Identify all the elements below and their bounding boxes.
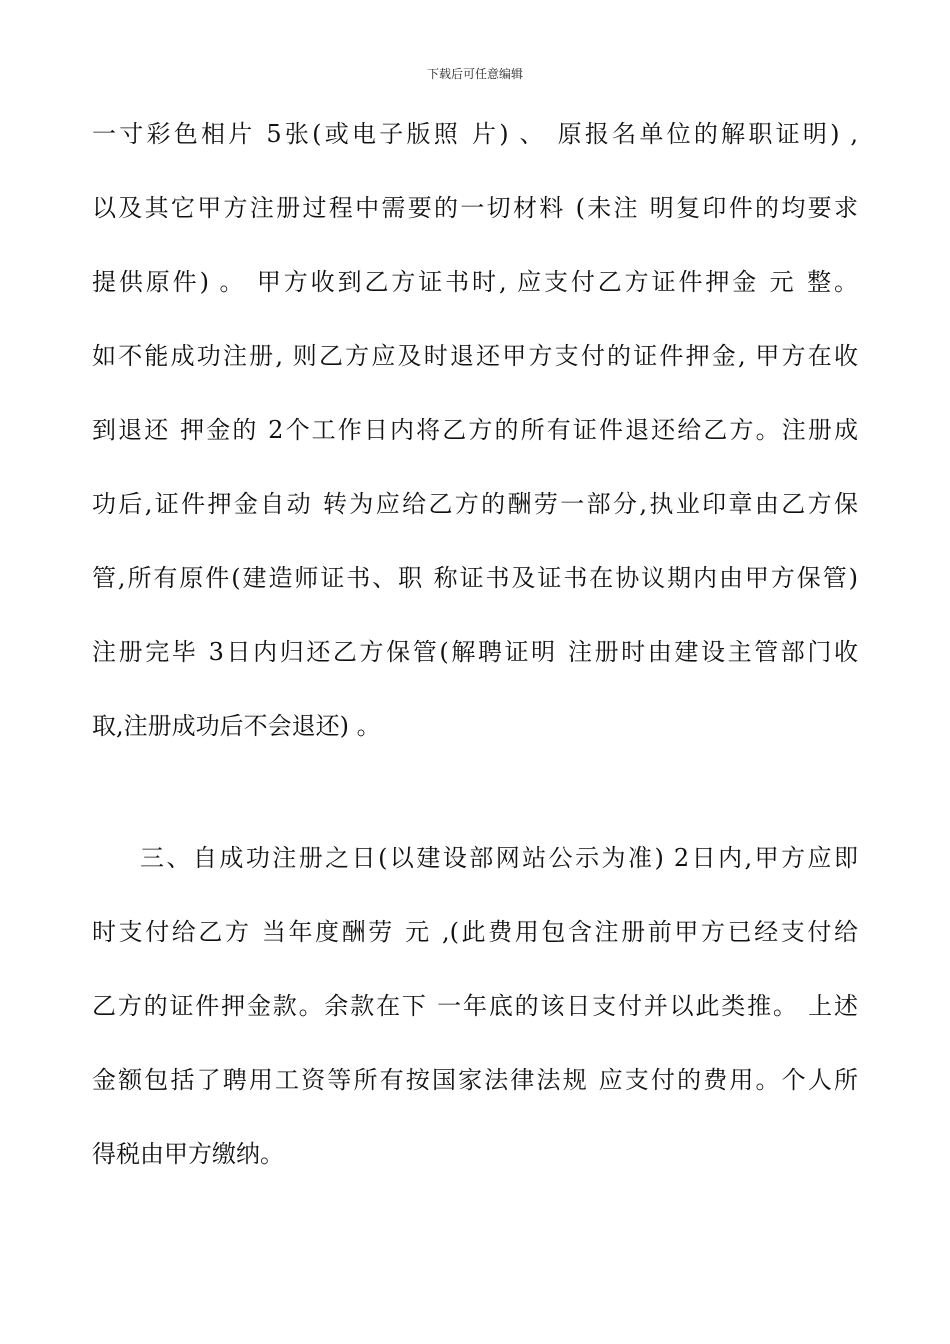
text-line: 提供原件) 。 甲方收到乙方证书时, 应支付乙方证件押金 元 整。 — [92, 268, 858, 296]
text-line: 管,所有原件(建造师证书、职 称证书及证书在协议期内由甲方保管) — [92, 564, 858, 592]
text-line: 取,注册成功后不会退还) 。 — [92, 712, 381, 740]
text-line: 乙方的证件押金款。余款在下 一年底的该日支付并以此类推。 上述 — [92, 992, 858, 1020]
text-line: 注册完毕 3日内归还乙方保管(解聘证明 注册时由建设主管部门收 — [92, 638, 858, 666]
text-line: 如不能成功注册, 则乙方应及时退还甲方支付的证件押金, 甲方在收 — [92, 342, 858, 370]
page-header: 下载后可任意编辑 — [426, 67, 523, 81]
text-line: 得税由甲方缴纳。 — [92, 1140, 284, 1168]
text-line: 一寸彩色相片 5张(或电子版照 片) 、 原报名单位的解职证明) , — [92, 120, 858, 148]
text-line: 金额包括了聘用工资等所有按国家法律法规 应支付的费用。个人所 — [92, 1066, 858, 1094]
text-line: 到退还 押金的 2个工作日内将乙方的所有证件退还给乙方。注册成 — [92, 416, 858, 444]
text-line: 以及其它甲方注册过程中需要的一切材料 (未注 明复印件的均要求 — [92, 194, 858, 222]
text-line: 功后,证件押金自动 转为应给乙方的酬劳一部分,执业印章由乙方保 — [92, 490, 858, 518]
text-line: 三、自成功注册之日(以建设部网站公示为准) 2日内,甲方应即 — [140, 844, 858, 872]
text-line: 时支付给乙方 当年度酬劳 元 ,(此费用包含注册前甲方已经支付给 — [92, 918, 858, 946]
